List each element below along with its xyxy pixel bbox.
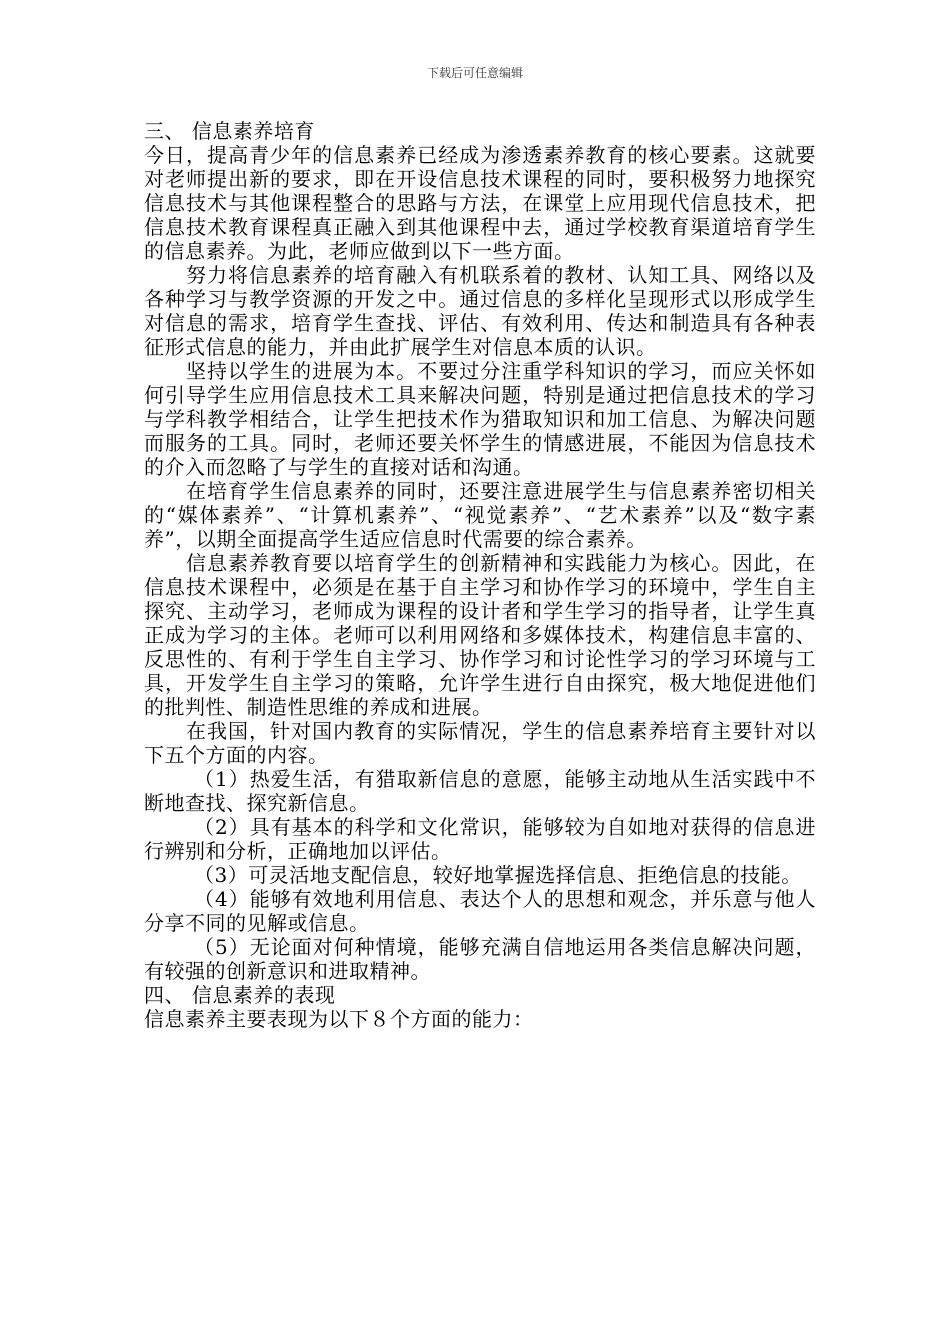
list-item-1: （1）热爱生活，有猎取新信息的意愿，能够主动地从生活实践中不断地查找、探究新信息。 bbox=[144, 767, 816, 815]
paragraph-intro: 今日，提高青少年的信息素养已经成为渗透素养教育的核心要素。这就要对老师提出新的要求，即在开设信息技术课程的同时，要积极努力地探究信息技术与其他课程整合的思路与方法，在课堂上应用现代信息技术，把信息技术教育课程真正融入到其他课程中去，通过学校教育渠道培育学生的信息素养。为此，老师应做到以下一些方面。 bbox=[144, 143, 816, 263]
list-item-3: （3）可灵活地支配信息，较好地掌握选择信息、拒绝信息的技能。 bbox=[194, 863, 802, 887]
document-body bbox=[144, 119, 816, 1031]
header-note: 下载后可任意编辑 bbox=[426, 66, 523, 80]
section-4-heading: 四、 信息素养的表现 bbox=[144, 983, 336, 1007]
paragraph-integration: 努力将信息素养的培育融入有机联系着的教材、认知工具、网络以及各种学习与教学资源的开发之中。通过信息的多样化呈现形式以形成学生对信息的需求，培育学生查找、评估、有效利用、传达和制造具有各种表征形式信息的能力，并由此扩展学生对信息本质的认识。 bbox=[144, 263, 816, 359]
paragraph-student-development: 坚持以学生的进展为本。不要过分注重学科知识的学习，而应关怀如何引导学生应用信息技术工具来解决问题，特别是通过把信息技术的学习与学科教学相结合，让学生把技术作为猎取知识和加工信息、为解决问题而服务的工具。同时，老师还要关怀学生的情感进展，不能因为信息技术的介入而忽略了与学生的直接对话和沟通。 bbox=[144, 359, 816, 479]
paragraph-five-aspects: 在我国，针对国内教育的实际情况，学生的信息素养培育主要针对以下五个方面的内容。 bbox=[144, 719, 816, 767]
paragraph-related-literacies: 在培育学生信息素养的同时，还要注意进展学生与信息素养密切相关的“媒体素养”、“计算机素养”、“视觉素养”、“艺术素养”以及“数字素养”，以期全面提高学生适应信息时代需要的综合素养。 bbox=[144, 479, 816, 551]
paragraph-innovation-core: 信息素养教育要以培育学生的创新精神和实践能力为核心。因此，在信息技术课程中，必须是在基于自主学习和协作学习的环境中，学生自主探究、主动学习，老师成为课程的设计者和学生学习的指导者，让学生真正成为学习的主体。老师可以利用网络和多媒体技术，构建信息丰富的、反思性的、有利于学生自主学习、协作学习和讨论性学习的学习环境与工具，开发学生自主学习的策略，允许学生进行自由探究，极大地促进他们的批判性、制造性思维的养成和进展。 bbox=[144, 551, 816, 719]
list-item-5: （5）无论面对何种情境，能够充满自信地运用各类信息解决问题，有较强的创新意识和进取精神。 bbox=[144, 935, 816, 983]
list-item-2: （2）具有基本的科学和文化常识，能够较为自如地对获得的信息进行辨别和分析，正确地加以评估。 bbox=[144, 815, 816, 863]
list-item-4: （4）能够有效地利用信息、表达个人的思想和观念，并乐意与他人分享不同的见解或信息。 bbox=[144, 887, 816, 935]
section-3-heading: 三、 信息素养培育 bbox=[144, 119, 315, 143]
paragraph-eight-abilities: 信息素养主要表现为以下８个方面的能力： bbox=[144, 1007, 534, 1031]
